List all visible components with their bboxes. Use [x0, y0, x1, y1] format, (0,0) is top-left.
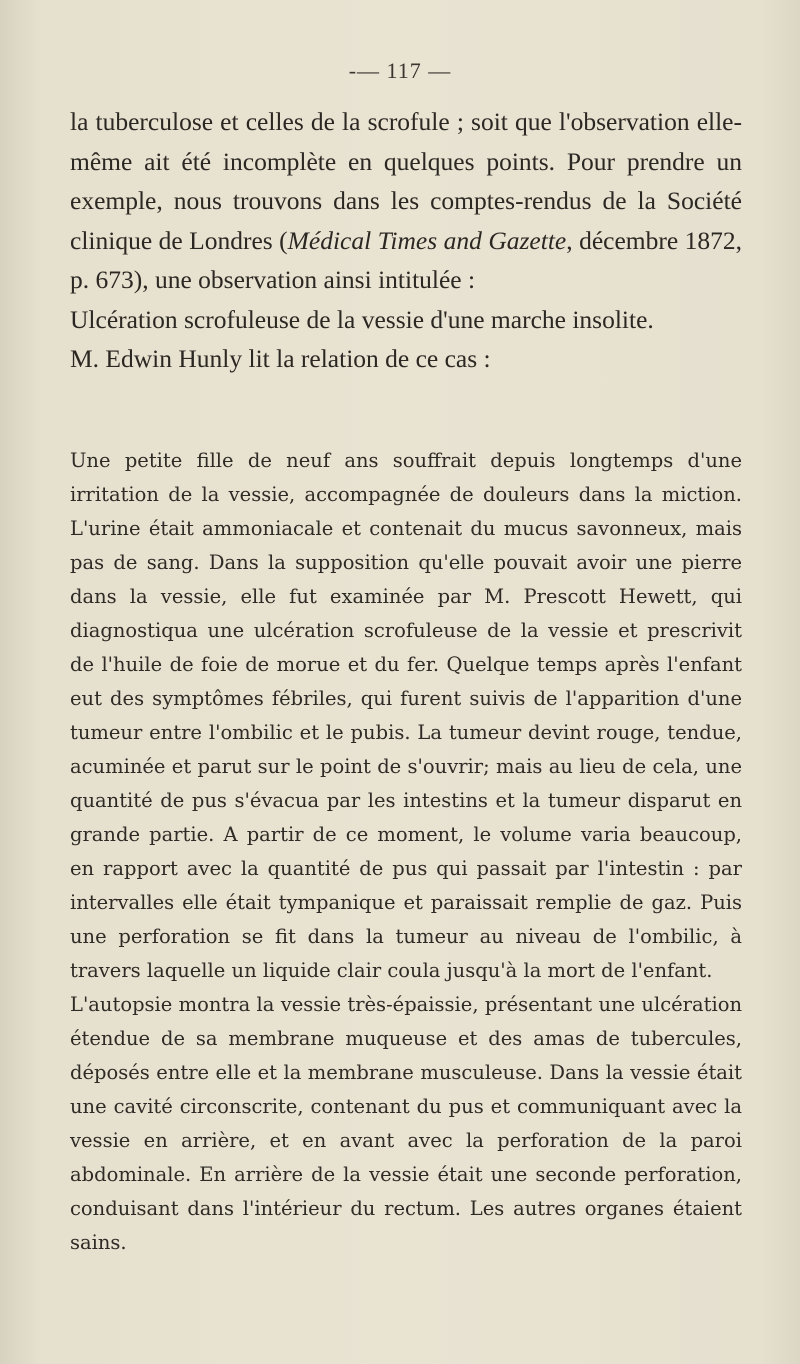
page-number: -— 117 — [348, 58, 452, 83]
observation-title: Ulcération scrofuleuse de la vessie d'une marche insolite. [70, 304, 654, 334]
paragraph-intro-part-b: , décembre 1872, p. 673), une observation ainsi intitulée : [70, 225, 742, 294]
relation-line: M. Edwin Hunly lit la relation de ce cas : [70, 344, 491, 373]
body-text-upper [70, 102, 742, 379]
body-text-case-report [70, 444, 742, 1260]
paragraph-intro-part-a: la tuberculose et celles de la scrofule ; soit que l'observation elle-même ait été incomplète en quelques points. Pour prendre un exemple, nous trouvons dans les comptes-rendus de la Société clinique de Londres ( [70, 107, 742, 255]
journal-title: Médical Times and Gazette [287, 225, 567, 255]
paragraph-case: Une petite fille de neuf ans souffrait depuis longtemps d'une irritation de la vessie, accompagnée de douleurs dans la miction. L'urine était ammoniacale et contenait du mucus savonneux, mais pas de sang. Dans la supposition qu'elle pouvait avoir une pierre dans la vessie, elle fut examinée par M. Prescott Hewett, qui diagnostiqua une ulcération scrofuleuse de la vessie et prescrivit de l'huile de foie de morue et du fer. Quelque temps après l'enfant eut des symptômes fébriles, qui furent suivis de l'apparition d'une tumeur entre l'ombilic et le pubis. La tumeur devint rouge, tendue, acuminée et parut sur le point de s'ouvrir; mais au lieu de cela, une quantité de pus s'évacua par les intestins et la tumeur disparut en grande partie. A partir de ce moment, le volume varia beaucoup, en rapport avec la quantité de pus qui passait par l'intestin : par intervalles elle était tympanique et paraissait remplie de gaz. Puis une perforation se fit dans la tumeur au niveau de l'ombilic, à travers laquelle un liquide clair coula jusqu'à la mort de l'enfant. [70, 449, 742, 982]
paragraph-autopsy: L'autopsie montra la vessie très-épaissie, présentant une ulcération étendue de sa membrane muqueuse et des amas de tubercules, déposés entre elle et la membrane musculeuse. Dans la vessie était une cavité circonscrite, contenant du pus et communiquant avec la vessie en arrière, et en avant avec la perforation de la paroi abdominale. En arrière de la vessie était une seconde perforation, conduisant dans l'intérieur du rectum. Les autres organes étaient sains. [70, 993, 742, 1254]
paragraph-intro [70, 102, 742, 300]
